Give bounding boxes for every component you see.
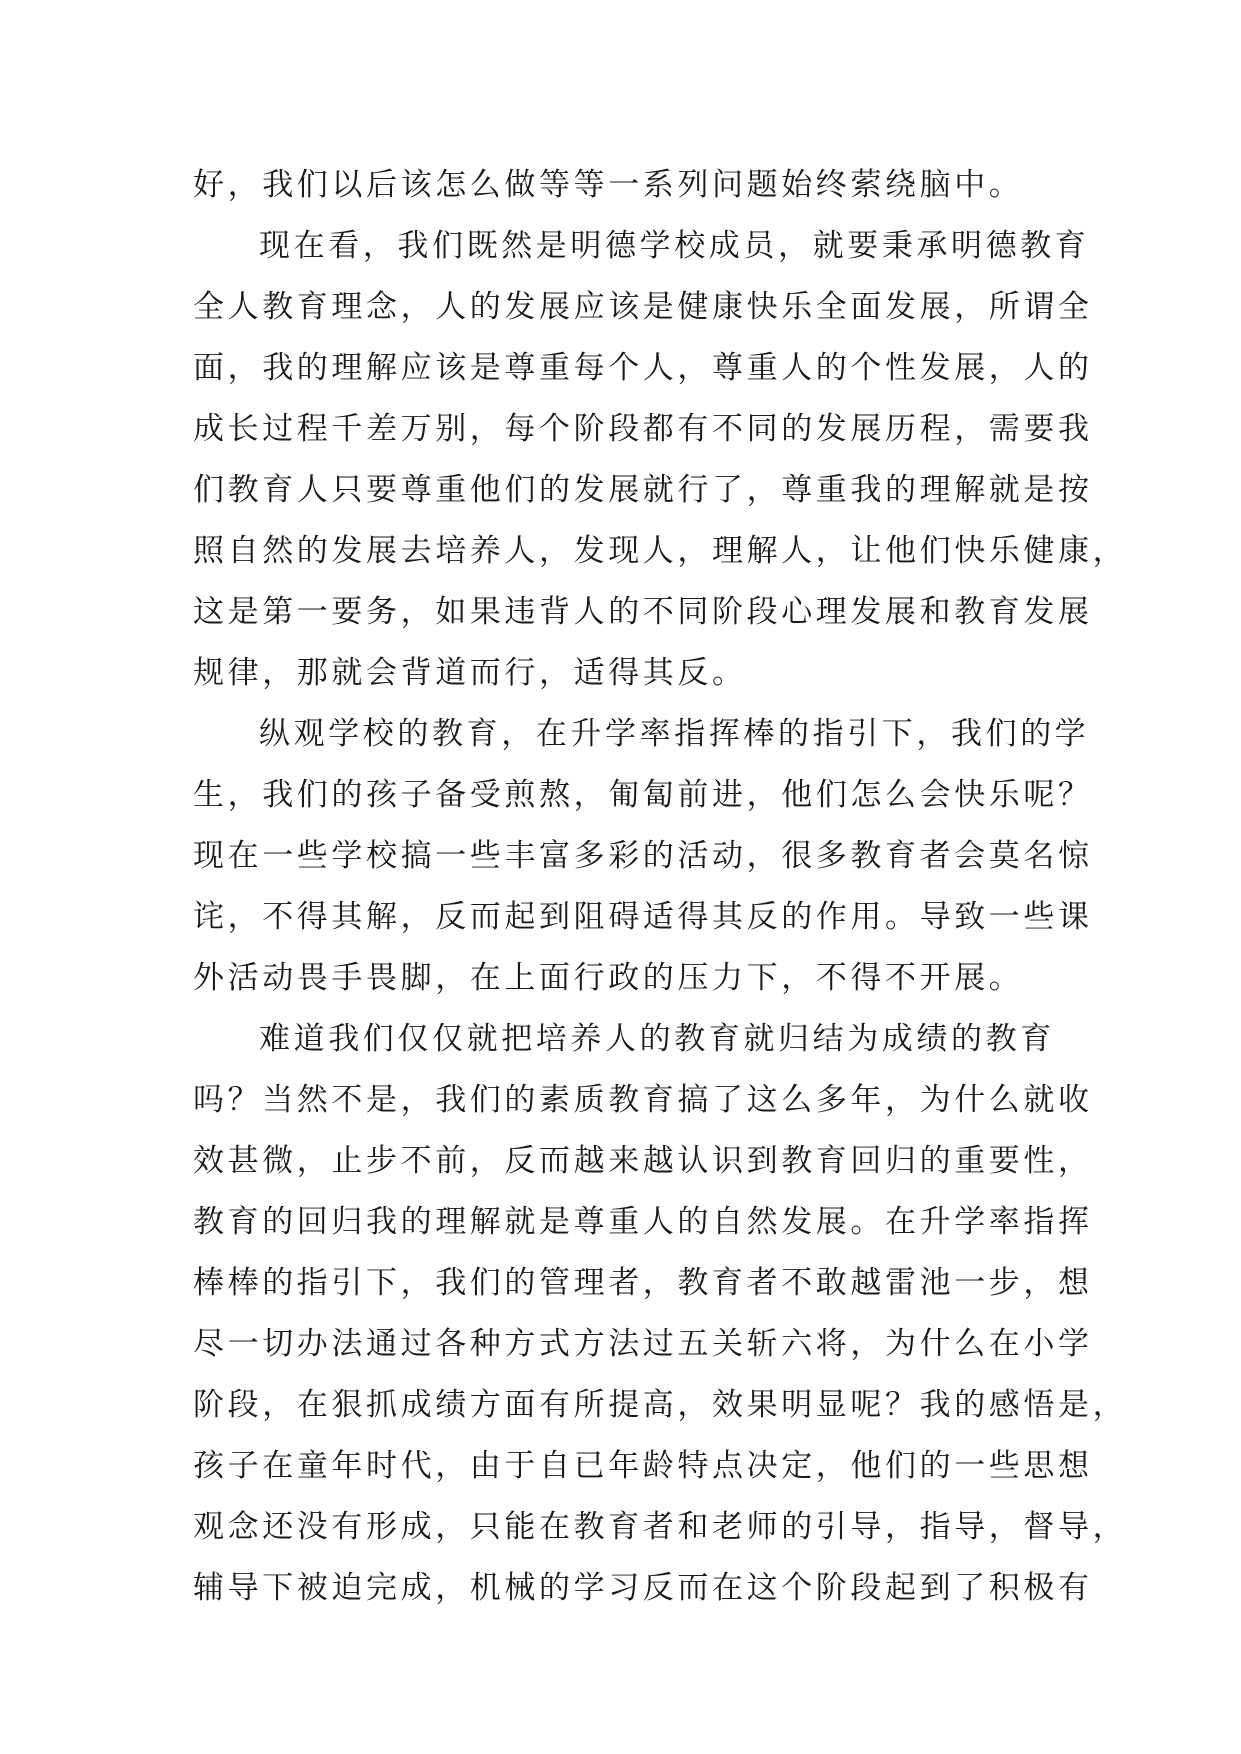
text-line: 教育的回归我的理解就是尊重人的自然发展。在升学率指挥	[193, 1204, 1093, 1240]
text-line: 规律，那就会背道而行，适得其反。	[193, 655, 747, 691]
text-line: 尽一切办法通过各种方式方法过五关斩六将，为什么在小学	[193, 1326, 1093, 1362]
body-text	[193, 155, 1128, 1619]
text-line: 这是第一要务，如果违背人的不同阶段心理发展和教育发展	[193, 594, 1093, 630]
text-line: 棒棒的指引下，我们的管理者，教育者不敢越雷池一步，想	[193, 1265, 1093, 1301]
text-line: 孩子在童年时代，由于自已年龄特点决定，他们的一些思想	[193, 1448, 1093, 1484]
paragraph-first-line: 现在看，我们既然是明德学校成员，就要秉承明德教育	[259, 228, 1090, 264]
text-line: 全人教育理念，人的发展应该是健康快乐全面发展，所谓全	[193, 289, 1093, 325]
text-line: 效甚微，止步不前，反而越来越认识到教育回归的重要性，	[193, 1143, 1093, 1179]
text-line: 们教育人只要尊重他们的发展就行了，尊重我的理解就是按	[193, 472, 1093, 508]
text-line: 现在一些学校搞一些丰富多彩的活动，很多教育者会莫名惊	[193, 838, 1093, 874]
text-line: 生，我们的孩子备受煎熬，匍匐前进，他们怎么会快乐呢？	[193, 777, 1093, 813]
text-line: 好，我们以后该怎么做等等一系列问题始终萦绕脑中。	[193, 167, 1024, 203]
text-line: 诧，不得其解，反而起到阻碍适得其反的作用。导致一些课	[193, 899, 1093, 935]
text-line: 外活动畏手畏脚，在上面行政的压力下，不得不开展。	[193, 960, 1024, 996]
text-line: 观念还没有形成，只能在教育者和老师的引导，指导，督导，	[193, 1509, 1128, 1545]
text-line: 照自然的发展去培养人，发现人，理解人，让他们快乐健康，	[193, 533, 1128, 569]
text-line: 阶段，在狠抓成绩方面有所提高，效果明显呢？我的感悟是，	[193, 1387, 1128, 1423]
text-line: 面，我的理解应该是尊重每个人，尊重人的个性发展，人的	[193, 350, 1093, 386]
text-line: 成长过程千差万别，每个阶段都有不同的发展历程，需要我	[193, 411, 1093, 447]
paragraph-first-line: 纵观学校的教育，在升学率指挥棒的指引下，我们的学	[259, 716, 1090, 752]
paragraph-first-line: 难道我们仅仅就把培养人的教育就归结为成绩的教育	[259, 1021, 1055, 1057]
text-line: 辅导下被迫完成，机械的学习反而在这个阶段起到了积极有	[193, 1570, 1093, 1606]
text-line: 吗？当然不是，我们的素质教育搞了这么多年，为什么就收	[193, 1082, 1093, 1118]
